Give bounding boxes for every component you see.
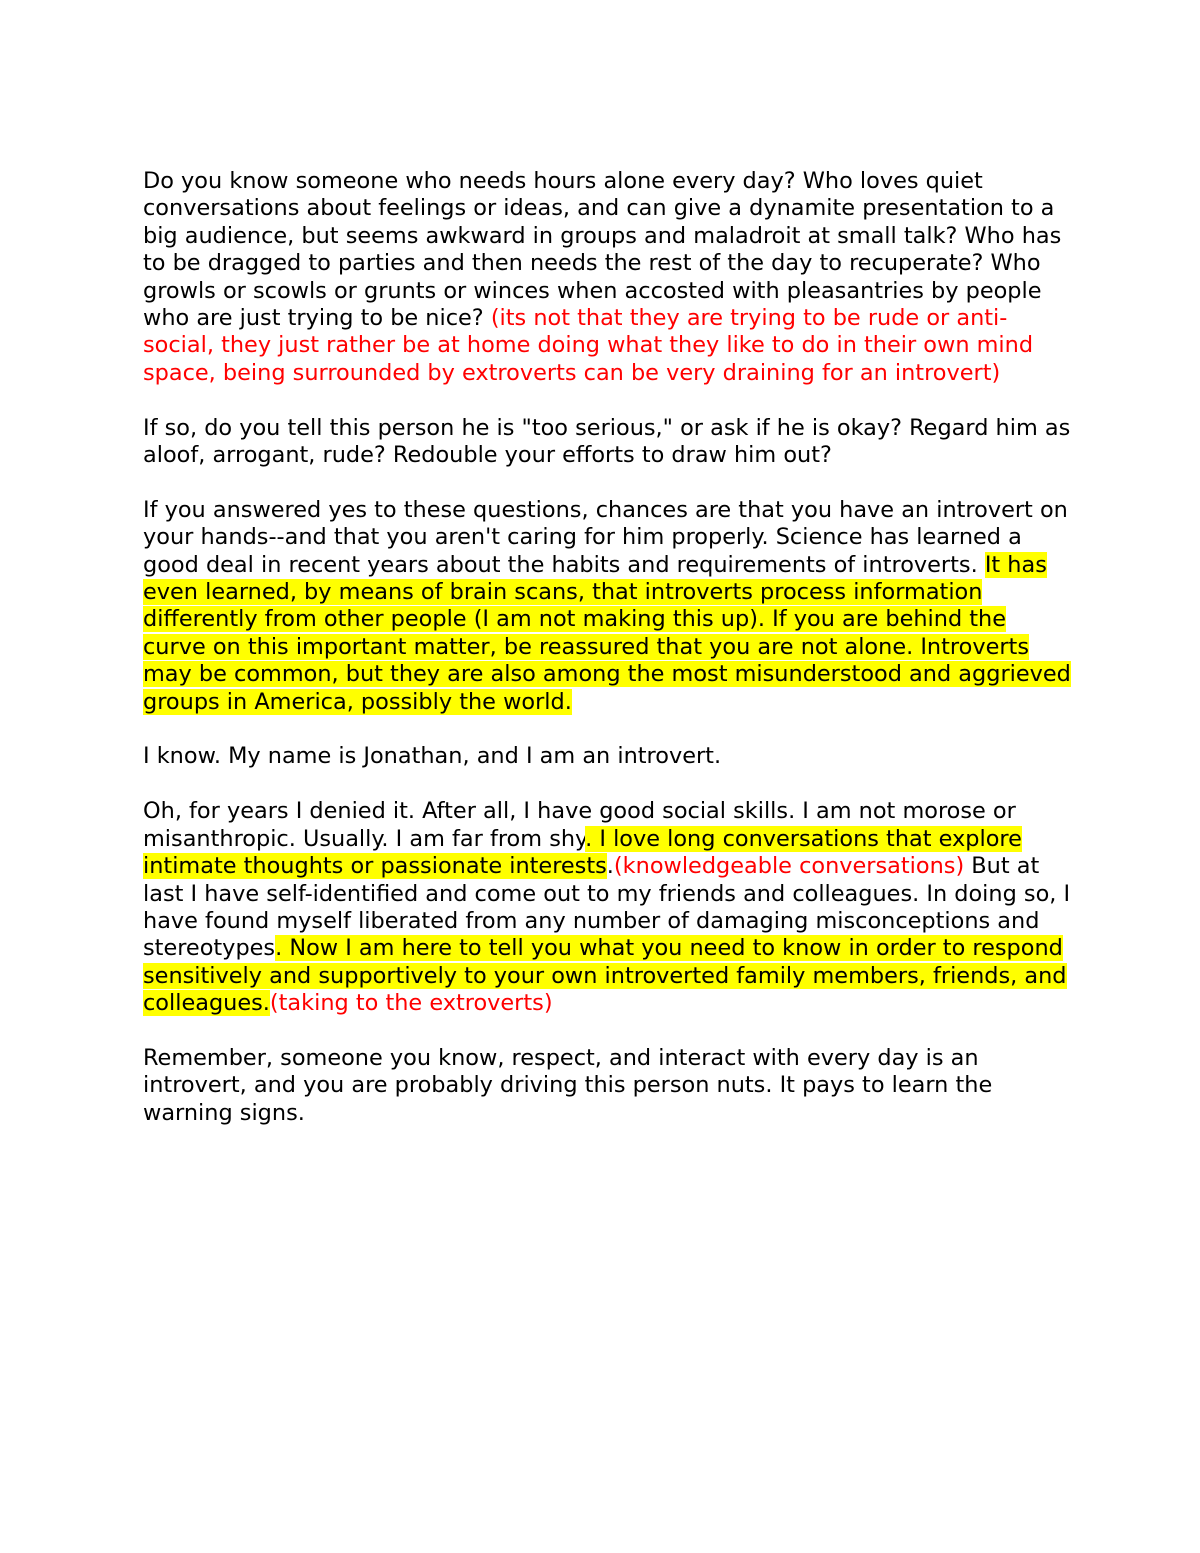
punctuation-text: . (606, 853, 614, 880)
paragraph-text: Do you know someone who needs hours alone every day? Who loves quiet conversations about feelings or ideas, and can give a dynamite presentation to a big audience, but seems awkward in groups and maladroit at small talk? Who has to be dragged to parties and then needs the rest of the day to recuperate? Who growls or scowls or grunts or winces when accosted with pleasantries by people who are just trying to be nice? (143, 168, 1062, 332)
highlighted-text: . I love long conversations that explore intimate thoughts or passionate interests (143, 825, 1022, 880)
paragraph-3 (143, 497, 1073, 716)
paragraph-4 (143, 743, 1073, 770)
document-body (143, 168, 1073, 1155)
paragraph-text: If you answered yes to these questions, chances are that you have an introvert on your hands--and that you aren't caring for him properly. Science has learned a good deal in recent years about the habits and requirements of introverts. (143, 496, 1068, 578)
paragraph-text: Oh, for years I denied it. After all, I have good social skills. I am not morose or misanthropic. Usually. I am far from shy (143, 798, 1016, 852)
comment-text: (knowledgeable conversations) (613, 853, 965, 880)
paragraph-text: I know. My name is Jonathan, and I am an introvert. (143, 743, 722, 770)
paragraph-5 (143, 798, 1073, 1017)
paragraph-1 (143, 168, 1073, 387)
comment-text: (taking to the extroverts) (269, 990, 553, 1017)
highlighted-text: . Now I am here to tell you what you need to know in order to respond sensitively and supportively to your own introverted family members, friends, and colleagues. (143, 935, 1067, 1017)
comment-text: (its not that they are trying to be rude or anti-social, they just rather be at home doing what they like to do in their own mind space, being surrounded by extroverts can be very draining for an introvert) (143, 305, 1034, 386)
paragraph-text: If so, do you tell this person he is "too serious," or ask if he is okay? Regard him as aloof, arrogant, rude? Redouble your efforts to draw him out? (143, 414, 1071, 469)
paragraph-2 (143, 415, 1073, 470)
highlighted-text: It has even learned, by means of brain scans, that introverts process information differently from other people (I am not making this up). If you are behind the curve on this important matter, be reassured that you are not alone. Introverts may be common, but they are also among the most misunderstood and aggrieved groups in America, possibly the world. (143, 551, 1071, 715)
paragraph-6 (143, 1045, 1073, 1127)
paragraph-text: But at last I have self-identified and come out to my friends and colleagues. In doing so, I have found myself liberated from any number of damaging misconceptions and stereotypes (143, 853, 1071, 962)
paragraph-text: Remember, someone you know, respect, and interact with every day is an introvert, and you are probably driving this person nuts. It pays to learn the warning signs. (143, 1044, 993, 1126)
